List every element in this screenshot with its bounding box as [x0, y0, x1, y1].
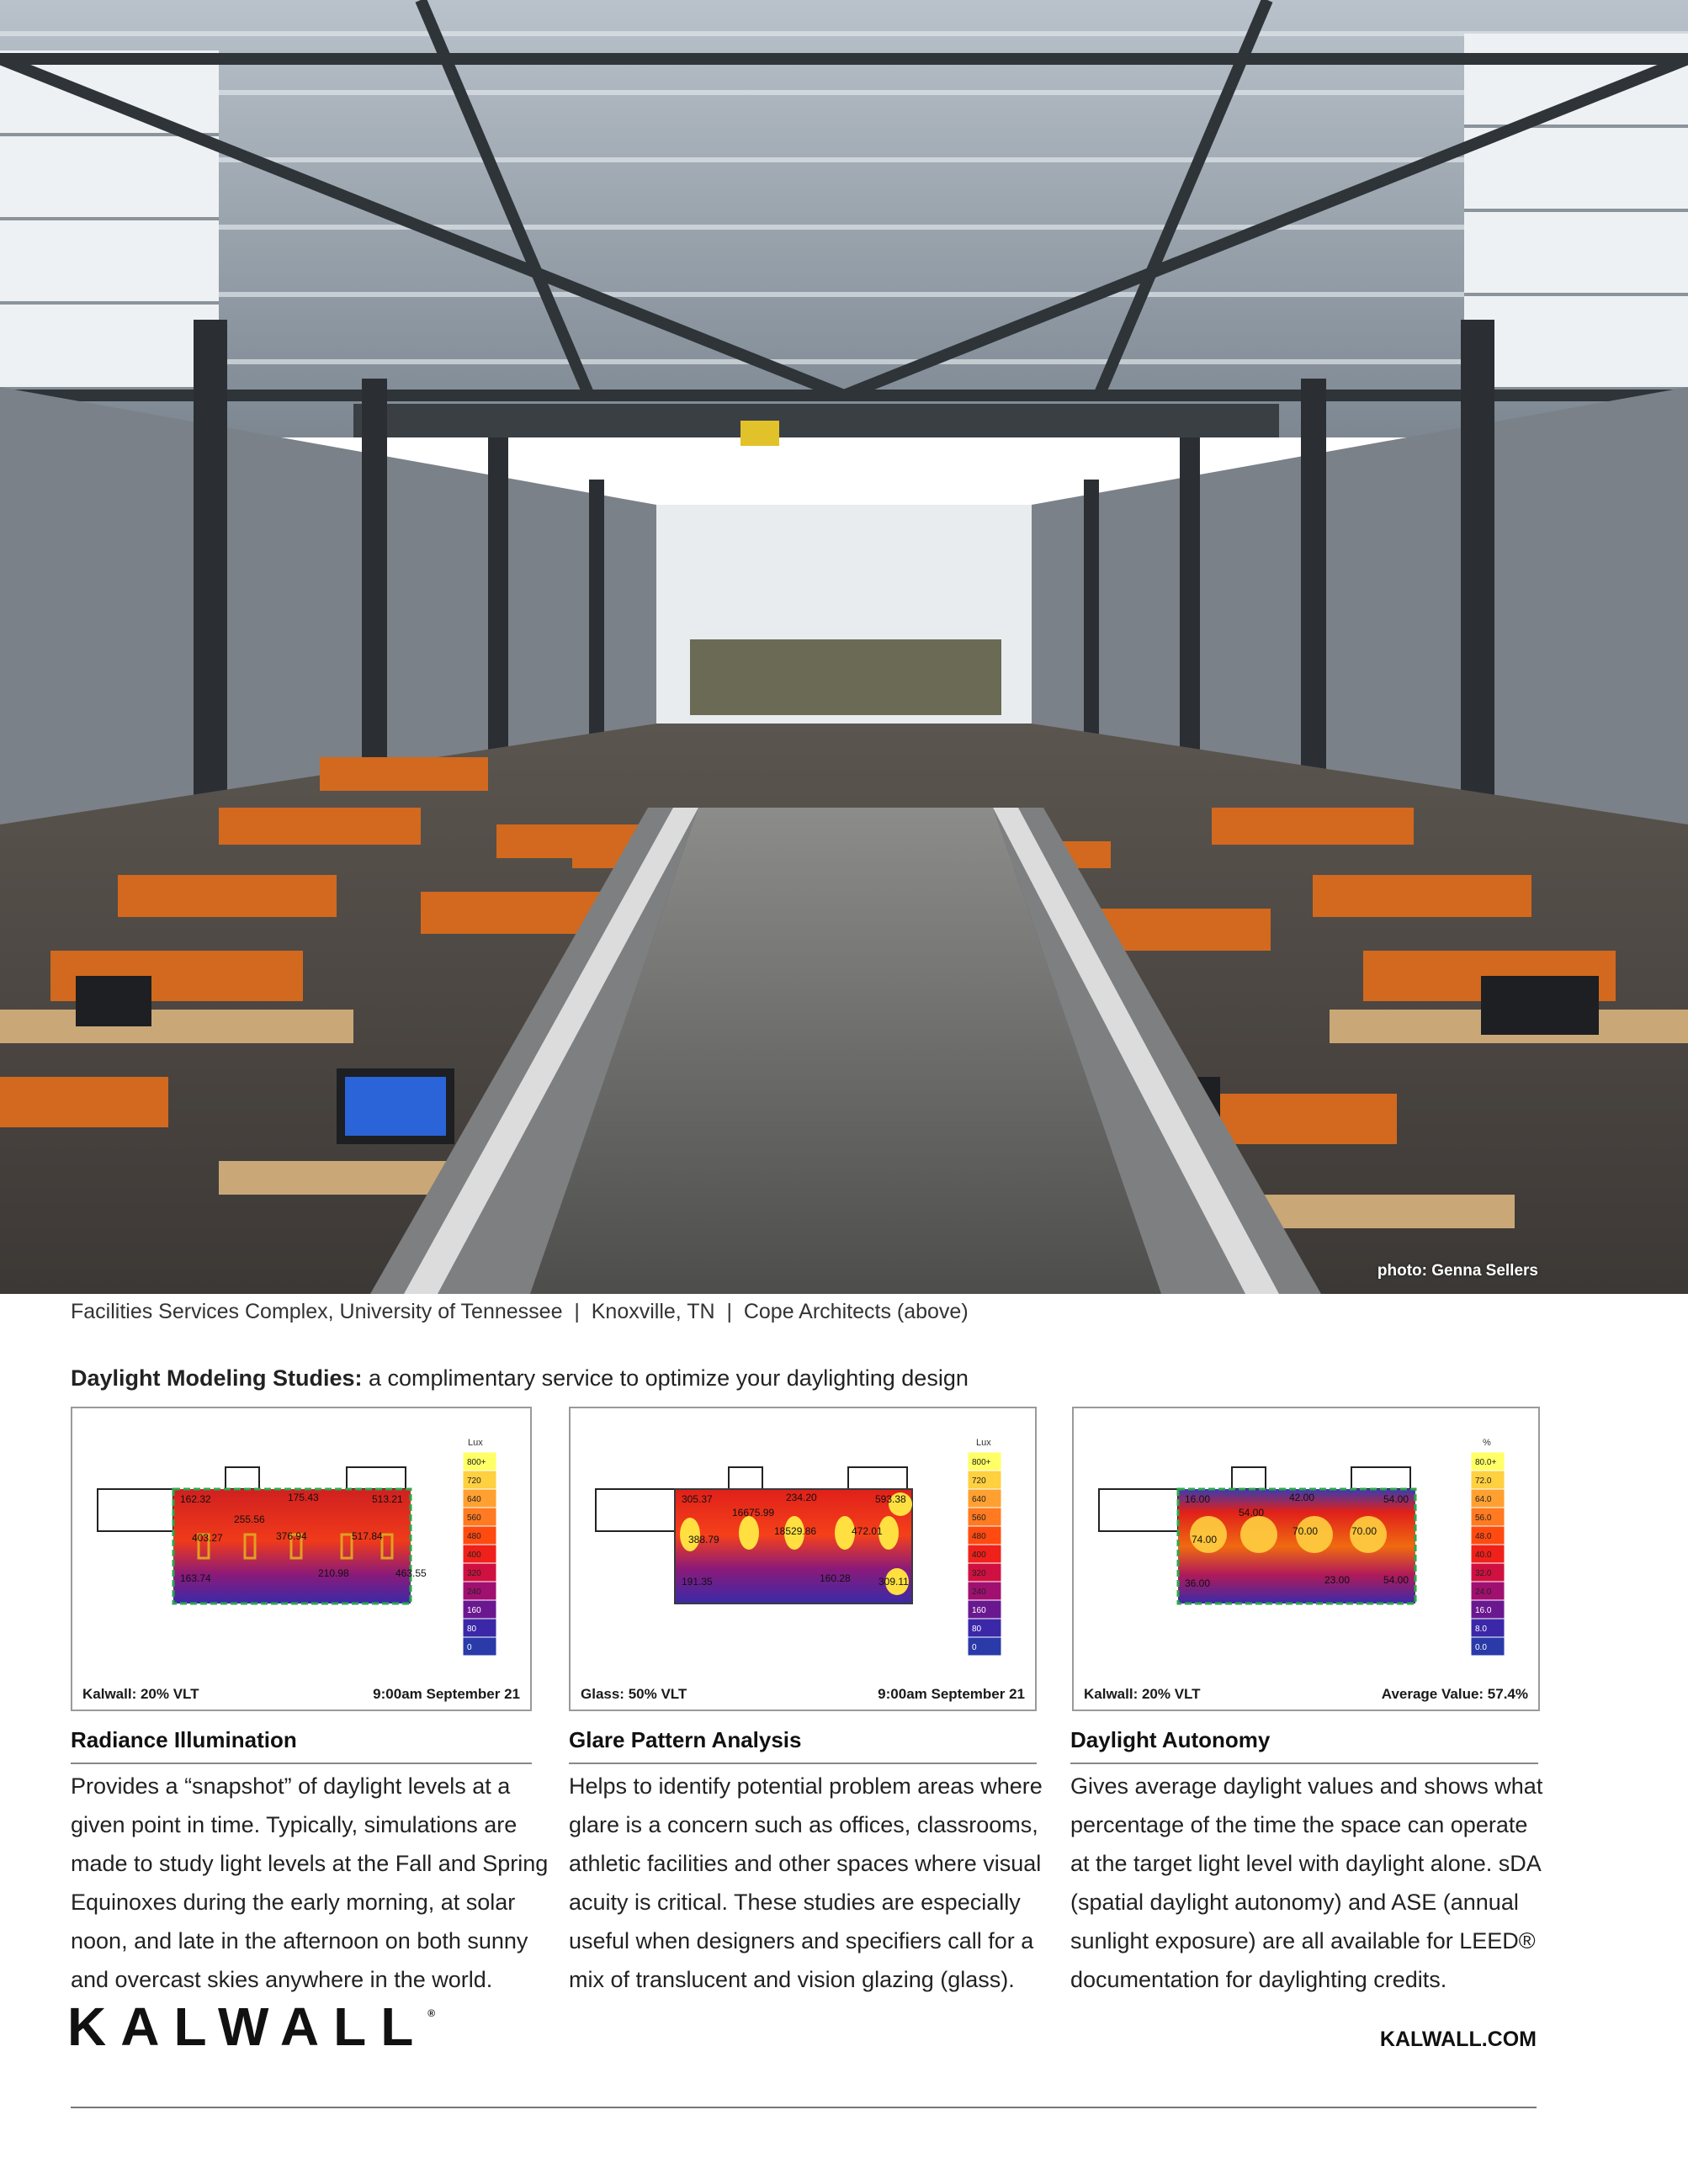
- legend-label: 800+: [972, 1458, 991, 1467]
- legend-label: 640: [972, 1495, 986, 1504]
- legend-label: 720: [972, 1476, 986, 1486]
- body-line: made to study light levels at the Fall and Spring: [71, 1851, 549, 1876]
- body-line: Helps to identify potential problem areas where: [569, 1773, 1043, 1799]
- panel-footer: [82, 1686, 520, 1703]
- legend-scale: [968, 1452, 1001, 1656]
- value-label: 74.00: [1192, 1534, 1218, 1545]
- legend-label: 24.0: [1475, 1588, 1492, 1597]
- panel-material: Glass: 50% VLT: [581, 1686, 687, 1702]
- legend-label: 320: [972, 1569, 986, 1578]
- logo-wordmark: KALWALL: [67, 1996, 428, 2057]
- legend-label: 16.0: [1475, 1606, 1492, 1615]
- legend-unit: Lux: [976, 1438, 991, 1448]
- radiance-heatmap: [72, 1408, 533, 1678]
- legend-label: 0: [972, 1643, 977, 1652]
- panel-material: Kalwall: 20% VLT: [1084, 1686, 1201, 1702]
- legend-label: 8.0: [1475, 1625, 1487, 1634]
- col-title-radiance: Radiance Illumination: [71, 1727, 297, 1752]
- body-line: athletic facilities and other spaces where visual: [569, 1851, 1042, 1876]
- col-title-autonomy: Daylight Autonomy: [1070, 1727, 1271, 1752]
- value-label: 472.01: [852, 1525, 883, 1537]
- panel-daylight-autonomy: [1072, 1407, 1540, 1711]
- studies-heading-rest: a complimentary service to optimize your daylighting design: [362, 1365, 969, 1391]
- value-label: 54.00: [1383, 1574, 1409, 1586]
- legend-label: 0: [467, 1643, 472, 1652]
- body-line: Provides a “snapshot” of daylight levels at a: [71, 1773, 511, 1799]
- panel-average: Average Value: 57.4%: [1381, 1686, 1528, 1702]
- body-line: at the target light level with daylight alone. sDA: [1070, 1851, 1542, 1876]
- kalwall-logo: [67, 1996, 435, 2058]
- body-line: sunlight exposure) are all available for LEED®: [1070, 1928, 1536, 1953]
- value-label: 388.79: [688, 1534, 719, 1545]
- value-label: 70.00: [1293, 1525, 1319, 1537]
- value-label: 42.00: [1289, 1492, 1315, 1503]
- studies-heading: [71, 1365, 969, 1392]
- legend-label: 80: [972, 1625, 982, 1634]
- registered-mark: ®: [427, 2007, 436, 2019]
- body-line: (spatial daylight autonomy) and ASE (annual: [1070, 1890, 1519, 1915]
- legend-scale: [463, 1452, 496, 1656]
- legend-label: 400: [972, 1551, 986, 1560]
- value-label: 234.20: [786, 1492, 817, 1503]
- panel-glare-pattern: [569, 1407, 1037, 1711]
- legend-label: 80: [467, 1625, 477, 1634]
- value-label: 163.74: [180, 1572, 211, 1584]
- footer-divider: [71, 2107, 1537, 2108]
- photo-caption: Facilities Services Complex, University of Tennessee | Knoxville, TN | Cope Architects (above): [71, 1300, 969, 1323]
- value-label: 593.38: [875, 1493, 906, 1505]
- legend-label: 400: [467, 1551, 481, 1560]
- value-label: 210.98: [318, 1567, 349, 1579]
- legend-label: 56.0: [1475, 1513, 1492, 1523]
- legend-label: 72.0: [1475, 1476, 1492, 1486]
- glare-heatmap: [571, 1408, 1038, 1678]
- legend-label: 40.0: [1475, 1551, 1492, 1560]
- legend-label: 560: [972, 1513, 986, 1523]
- col-title-glare: Glare Pattern Analysis: [569, 1727, 802, 1752]
- panel-radiance-illumination: [71, 1407, 532, 1711]
- legend-label: 480: [467, 1532, 481, 1541]
- legend-label: 320: [467, 1569, 481, 1578]
- legend-label: 64.0: [1475, 1495, 1492, 1504]
- panel-footer: [581, 1686, 1025, 1703]
- value-label: 160.28: [820, 1572, 851, 1584]
- legend-unit: Lux: [468, 1438, 483, 1448]
- body-line: useful when designers and specifiers call for a: [569, 1928, 1034, 1953]
- body-line: percentage of the time the space can operate: [1070, 1812, 1528, 1837]
- body-line: given point in time. Typically, simulations are: [71, 1812, 518, 1837]
- legend-label: 48.0: [1475, 1532, 1492, 1541]
- body-line: glare is a concern such as offices, classrooms,: [569, 1812, 1038, 1837]
- legend-label: 160: [467, 1606, 481, 1615]
- legend-label: 80.0+: [1475, 1458, 1497, 1467]
- photo-credit: photo: Genna Sellers: [1377, 1262, 1538, 1280]
- legend-label: 720: [467, 1476, 481, 1486]
- value-label: 255.56: [234, 1513, 265, 1525]
- value-label: 16.00: [1185, 1493, 1211, 1505]
- value-label: 191.35: [682, 1576, 713, 1588]
- body-line: noon, and late in the afternoon on both sunny: [71, 1928, 528, 1953]
- value-label: 36.00: [1185, 1577, 1211, 1589]
- value-label: 54.00: [1239, 1507, 1265, 1519]
- body-line: documentation for daylighting credits.: [1070, 1967, 1447, 1992]
- legend-label: 560: [467, 1513, 481, 1523]
- panel-time: 9:00am September 21: [878, 1686, 1025, 1702]
- body-line: acuity is critical. These studies are especially: [569, 1890, 1021, 1915]
- value-label: 513.21: [372, 1493, 403, 1505]
- value-label: 23.00: [1324, 1574, 1351, 1586]
- legend-scale: [1471, 1452, 1505, 1656]
- col-divider: [1070, 1763, 1538, 1764]
- website-link[interactable]: KALWALL.COM: [1379, 2028, 1537, 2051]
- col-divider: [569, 1763, 1037, 1764]
- studies-heading-bold: Daylight Modeling Studies:: [71, 1365, 363, 1391]
- value-label: 309.11: [879, 1576, 909, 1588]
- legend-label: 480: [972, 1532, 986, 1541]
- legend-label: 160: [972, 1606, 986, 1615]
- body-line: Equinoxes during the early morning, at solar: [71, 1890, 516, 1915]
- value-label: 54.00: [1383, 1493, 1409, 1505]
- autonomy-heatmap: [1074, 1408, 1542, 1678]
- col-divider: [71, 1763, 532, 1764]
- legend-unit: %: [1483, 1438, 1491, 1448]
- value-label: 463.55: [395, 1567, 427, 1579]
- legend-label: 240: [972, 1588, 986, 1597]
- body-line: mix of translucent and vision glazing (glass).: [569, 1967, 1015, 1992]
- value-label: 403.27: [192, 1532, 223, 1544]
- legend-label: 240: [467, 1588, 481, 1597]
- value-label: 162.32: [180, 1493, 211, 1505]
- col-body-autonomy: [1070, 1767, 1542, 1999]
- value-label: 18529.86: [774, 1525, 817, 1537]
- col-body-glare: [569, 1767, 1043, 1999]
- value-label: 175.43: [288, 1492, 319, 1503]
- panel-time: 9:00am September 21: [373, 1686, 520, 1702]
- value-label: 376.94: [276, 1530, 307, 1542]
- legend-label: 640: [467, 1495, 481, 1504]
- body-line: and overcast skies anywhere in the world.: [71, 1967, 493, 1992]
- col-body-radiance: [71, 1767, 548, 1999]
- value-label: 305.37: [682, 1493, 713, 1505]
- legend-label: 800+: [467, 1458, 486, 1467]
- value-label: 70.00: [1351, 1525, 1377, 1537]
- panel-material: Kalwall: 20% VLT: [82, 1686, 199, 1702]
- legend-label: 0.0: [1475, 1643, 1487, 1652]
- value-label: 16675.99: [732, 1507, 775, 1519]
- body-line: Gives average daylight values and shows what: [1070, 1773, 1543, 1799]
- value-label: 517.84: [352, 1530, 383, 1542]
- legend-label: 32.0: [1475, 1569, 1492, 1578]
- panel-footer: [1084, 1686, 1528, 1703]
